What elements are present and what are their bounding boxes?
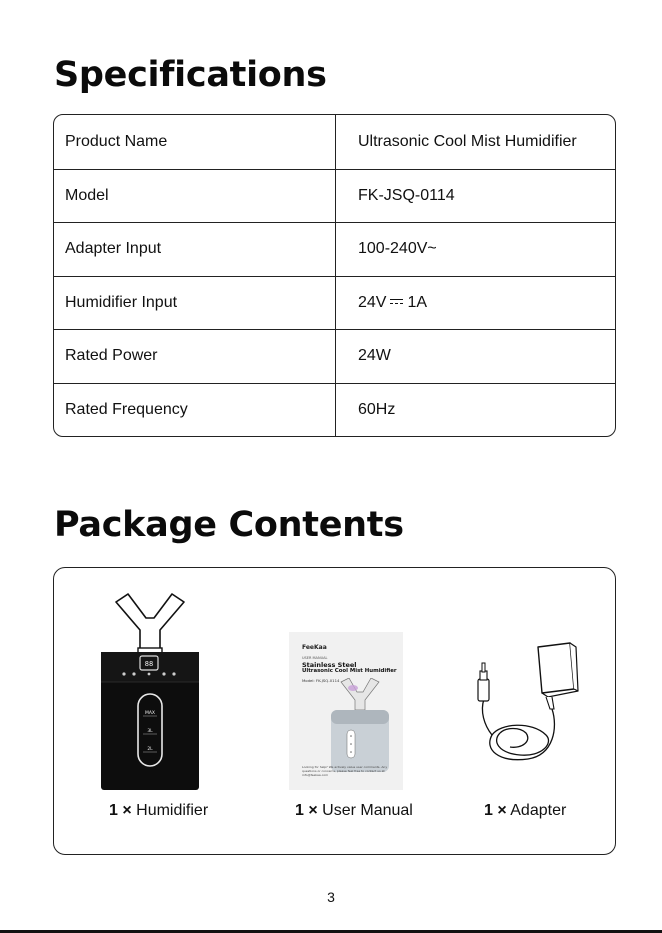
table-row bbox=[54, 169, 615, 223]
spec-label: Rated Frequency bbox=[65, 400, 188, 418]
low-marking: 2L bbox=[147, 747, 153, 752]
specifications-title: Specifications bbox=[54, 55, 327, 95]
item-quantity: 1 × bbox=[109, 802, 132, 819]
table-row bbox=[54, 222, 615, 276]
voltage-value: 24V bbox=[358, 293, 387, 311]
spec-value: Ultrasonic Cool Mist Humidifier bbox=[358, 132, 577, 150]
package-item-humidifier bbox=[109, 802, 208, 820]
manual-model: Model: FK-JSQ-0114 bbox=[302, 678, 340, 683]
manual-subtitle: USER MANUAL bbox=[302, 656, 328, 660]
page-number: 3 bbox=[327, 889, 335, 905]
item-quantity: 1 × bbox=[484, 802, 507, 819]
package-item-adapter bbox=[484, 802, 566, 820]
item-name: User Manual bbox=[322, 802, 413, 819]
svg-text:88: 88 bbox=[144, 660, 154, 668]
spec-value bbox=[358, 277, 427, 330]
current-value: 1A bbox=[407, 293, 428, 311]
item-name: Humidifier bbox=[136, 802, 209, 819]
item-quantity: 1 × bbox=[295, 802, 318, 819]
package-contents-title: Package Contents bbox=[54, 505, 404, 545]
dc-symbol-icon bbox=[390, 298, 403, 306]
manual-title-line1: Stainless Steel bbox=[302, 661, 357, 669]
spec-label: Adapter Input bbox=[65, 240, 162, 258]
mid-marking: 3L bbox=[147, 729, 153, 734]
spec-value: FK-JSQ-0114 bbox=[358, 186, 455, 204]
specifications-table bbox=[53, 114, 616, 437]
package-item-user-manual bbox=[295, 802, 413, 820]
spec-label: Rated Power bbox=[65, 347, 158, 365]
spec-value: 60Hz bbox=[358, 400, 396, 418]
spec-label: Product Name bbox=[65, 132, 168, 150]
spec-label: Model bbox=[65, 186, 109, 204]
manual-title-line2: Ultrasonic Cool Mist Humidifier bbox=[302, 668, 397, 674]
max-marking: MAX bbox=[144, 711, 156, 716]
item-name: Adapter bbox=[510, 802, 567, 819]
spec-value: 24W bbox=[358, 347, 391, 365]
adapter-image bbox=[462, 637, 588, 771]
manual-brand: FeeKaa bbox=[302, 644, 327, 651]
spec-value: 100-240V~ bbox=[358, 240, 437, 258]
user-manual-image bbox=[289, 632, 403, 790]
humidifier-image bbox=[96, 590, 204, 790]
table-row bbox=[54, 329, 615, 383]
manual-footer: Looking for help? We actively value user comments. Any questions or concerns, please feel free to contact us at info@feekaa.com bbox=[302, 765, 388, 777]
manual-humidifier-photo bbox=[327, 678, 393, 772]
spec-label: Humidifier Input bbox=[65, 293, 178, 311]
table-row bbox=[54, 276, 615, 330]
table-row bbox=[54, 383, 615, 437]
table-row bbox=[54, 115, 615, 169]
